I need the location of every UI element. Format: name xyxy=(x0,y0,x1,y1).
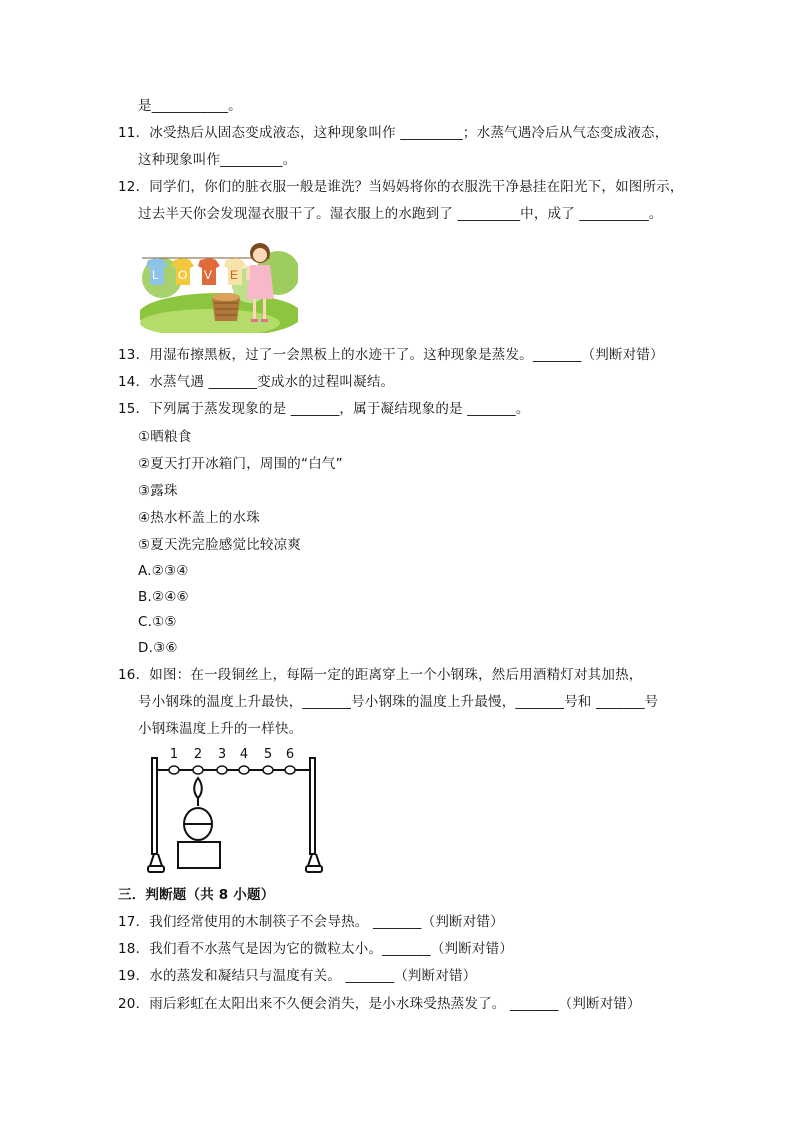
option-a[interactable]: A.②③④ xyxy=(138,563,189,579)
ball-label-5: 5 xyxy=(263,747,273,762)
question-15-item-4: ④热水杯盖上的水珠 xyxy=(138,510,260,526)
ball-label-2: 2 xyxy=(193,747,203,762)
question-12-line2: 过去半天你会发现湿衣服干了。湿衣服上的水跑到了 _________中，成了 __________。 xyxy=(138,206,663,222)
ball-label-4: 4 xyxy=(239,747,249,762)
option-c[interactable]: C.①⑤ xyxy=(138,614,177,630)
question-11-line2: 这种现象叫作_________。 xyxy=(138,152,297,168)
question-12-line1: 12．同学们，你们的脏衣服一般是谁洗？当妈妈将你的衣服洗干净悬挂在阳光下，如图所示， xyxy=(118,179,684,195)
alcohol-lamp xyxy=(178,778,220,868)
section-3-heading: 三．判断题（共 8 小题） xyxy=(118,887,275,903)
ball-label-3: 3 xyxy=(217,747,227,762)
question-18: 18．我们看不水蒸气是因为它的微粒太小。_______（判断对错） xyxy=(118,941,514,957)
question-15-item-1: ①晒粮食 xyxy=(138,429,192,445)
copper-wire-apparatus-diagram xyxy=(138,744,324,876)
question-16-line2: 号小钢珠的温度上升最快，_______号小钢珠的温度上升最慢，_______号和 _______号 xyxy=(138,694,659,710)
option-d[interactable]: D.③⑥ xyxy=(138,640,178,656)
svg-text:L: L xyxy=(152,268,159,282)
svg-text:O: O xyxy=(178,268,188,282)
question-16-line1: 16．如图：在一段铜丝上，每隔一定的距离穿上一个小钢珠，然后用酒精灯对其加热， xyxy=(118,667,643,683)
svg-text:V: V xyxy=(204,268,213,282)
question-11-line1: 11．冰受热后从固态变成液态，这种现象叫作 _________；水蒸气遇冷后从气态变成液态， xyxy=(118,125,669,141)
question-15: 15．下列属于蒸发现象的是 _______，属于凝结现象的是 _______。 xyxy=(118,401,530,417)
question-14: 14．水蒸气遇 _______变成水的过程叫凝结。 xyxy=(118,374,395,390)
question-15-item-3: ③露珠 xyxy=(138,483,178,499)
ball-label-6: 6 xyxy=(285,747,295,762)
question-15-item-5: ⑤夏天洗完脸感觉比较凉爽 xyxy=(138,537,302,553)
question-13: 13．用湿布擦黑板，过了一会黑板上的水迹干了。这种现象是蒸发。_______（判断对错） xyxy=(118,347,664,363)
option-b[interactable]: B.②④⑥ xyxy=(138,589,189,605)
ball-label-1: 1 xyxy=(169,747,179,762)
laundry-illustration xyxy=(140,233,298,333)
laundry-basket xyxy=(212,293,240,321)
question-20: 20．雨后彩虹在太阳出来不久便会消失，是小水珠受热蒸发了。 _______（判断对错） xyxy=(118,996,641,1012)
question-19: 19．水的蒸发和凝结只与温度有关。 _______（判断对错） xyxy=(118,968,477,984)
question-15-item-2: ②夏天打开冰箱门，周围的“白气” xyxy=(138,456,343,472)
question-17: 17．我们经常使用的木制筷子不会导热。 _______（判断对错） xyxy=(118,914,504,930)
svg-text:E: E xyxy=(230,268,239,282)
line-10-cont: 是___________。 xyxy=(138,98,242,114)
question-16-line3: 小钢珠温度上升的一样快。 xyxy=(138,721,303,737)
